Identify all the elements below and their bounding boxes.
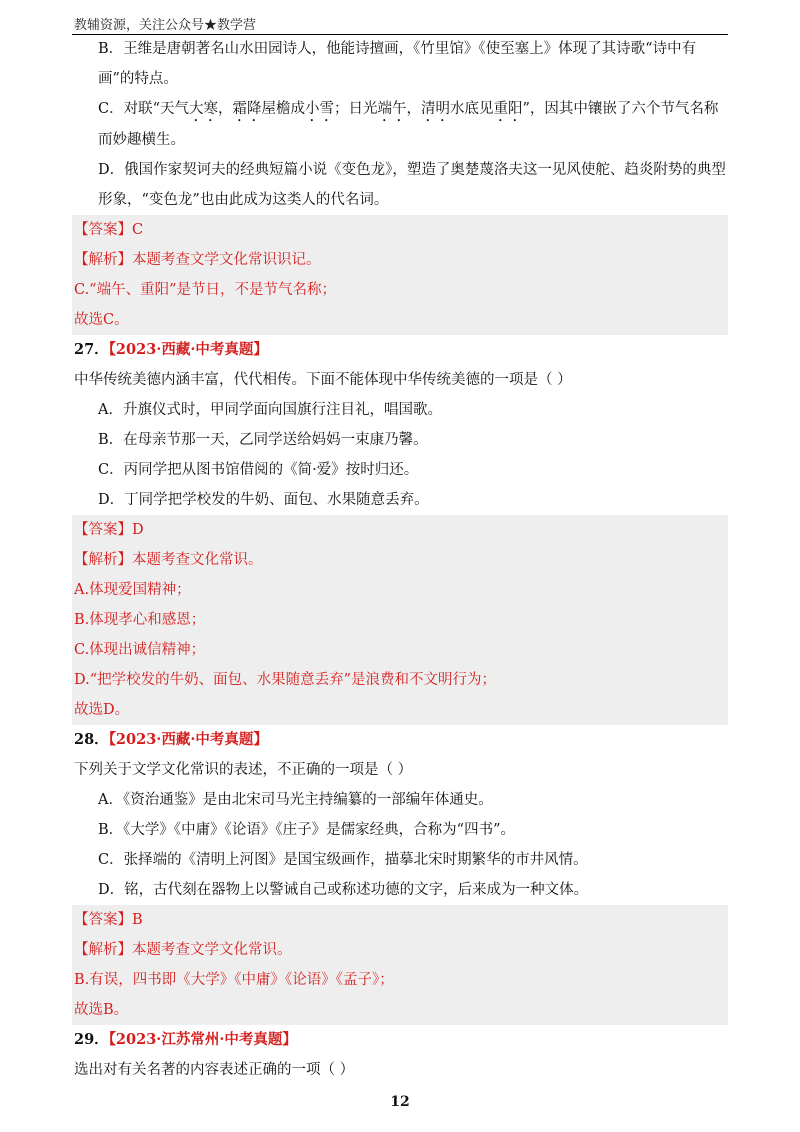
q29-number: 29． [74,1031,109,1048]
q27-number: 27． [74,341,109,358]
q28-answer: 【答案】B [72,905,728,935]
q28-source: 【2023·西藏·中考真题】 [108,731,268,748]
q28-conclusion: 故选B。 [72,995,728,1025]
q27-option-a: A．升旗仪式时，甲同学面向国旗行注目礼，唱国歌。 [98,402,442,418]
q28-option-c: C．张择端的《清明上河图》是国宝级画作，描摹北宋时期繁华的市井风情。 [98,852,588,868]
solar-term-xiaoxue: 小雪 [305,101,335,117]
q28-explain: B.有误，四书即《大学》《中庸》《论语》《孟子》； [72,965,728,995]
q26-explain: C.“端午、重阳”是节日，不是节气名称； [72,275,728,305]
q26-answer: 【答案】C [72,215,728,245]
q27-analysis: 【解析】本题考查文化常识。 [72,545,728,575]
q26-option-c-line1: C．对联“天气大寒，霜降屋檐成小雪；日光端午，清明水底见重阳”，因其中镶嵌了六个节气名称 [98,101,719,117]
q29-heading [74,1025,728,1055]
q28-number: 28． [74,731,109,748]
q27-explain-d: D.“把学校发的牛奶、面包、水果随意丢弃”是浪费和不文明行为； [72,665,728,695]
q27-source: 【2023·西藏·中考真题】 [108,341,268,358]
festival-chongyang: 重阳 [493,101,523,117]
page-number: 12 [390,1094,410,1110]
q27-conclusion: 故选D。 [72,695,728,725]
solar-term-qingming: 清明 [421,101,451,117]
q26-conclusion: 故选C。 [72,305,728,335]
q27-answer: 【答案】D [72,515,728,545]
q27-heading [74,335,728,365]
solar-term-shuangjiang: 霜降 [232,101,262,117]
q26-option-d-line2: 形象，“变色龙”也由此成为这类人的代名词。 [98,192,389,208]
page-header: 教辅资源，关注公众号★教学营 [74,18,257,33]
q29-source: 【2023·江苏常州·中考真题】 [108,1031,297,1048]
q28-analysis: 【解析】本题考查文学文化常识。 [72,935,728,965]
q26-option-b-line2: 画”的特点。 [98,71,178,87]
festival-duanwu: 端午 [377,101,407,117]
q28-heading [74,725,728,755]
q28-option-b: B．《大学》《中庸》《论语》《庄子》是儒家经典，合称为“四书”。 [98,822,515,838]
q28-stem: 下列关于文学文化常识的表述，不正确的一项是（ ） [74,762,413,778]
q26-option-d-line1: D．俄国作家契诃夫的经典短篇小说《变色龙》，塑造了奥楚蔑洛夫这一见风使舵、趋炎附势的典型 [98,162,726,178]
q26-option-b-line1: B．王维是唐朝著名山水田园诗人，他能诗擅画，《竹里馆》《使至塞上》体现了其诗歌“诗中有 [98,41,697,57]
q27-explain-c: C.体现出诚信精神； [72,635,728,665]
q26-option-c-line2: 而妙趣横生。 [98,132,185,148]
q27-explain-b: B.体现孝心和感恩； [72,605,728,635]
page-content [74,34,728,1085]
q27-stem: 中华传统美德内涵丰富，代代相传。下面不能体现中华传统美德的一项是（ ） [74,372,572,388]
q28-option-d: D．铭，古代刻在器物上以警诫自己或称述功德的文字，后来成为一种文体。 [98,882,589,898]
q27-option-d: D．丁同学把学校发的牛奶、面包、水果随意丢弃。 [98,492,429,508]
solar-term-dayhan: 大寒 [189,101,219,117]
q28-option-a: A．《资治通鉴》是由北宋司马光主持编纂的一部编年体通史。 [98,792,493,808]
q26-analysis: 【解析】本题考查文学文化常识识记。 [72,245,728,275]
q27-option-c: C．丙同学把从图书馆借阅的《简·爱》按时归还。 [98,462,419,478]
q29-stem: 选出对有关名著的内容表述正确的一项（ ） [74,1062,355,1078]
q27-explain-a: A.体现爱国精神； [72,575,728,605]
q27-option-b: B．在母亲节那一天，乙同学送给妈妈一束康乃馨。 [98,432,428,448]
